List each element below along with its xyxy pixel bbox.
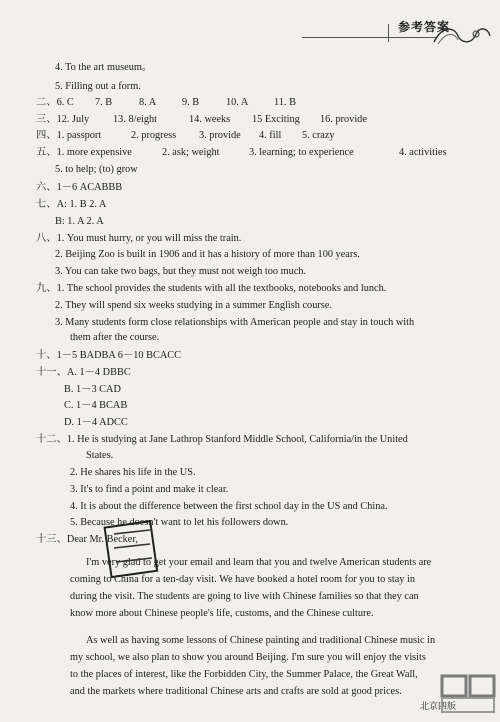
answer-text: 十一、A. 1－4 DBBC xyxy=(36,367,131,378)
answer-text: 14. weeks xyxy=(189,114,231,125)
answer-text: 4. activities xyxy=(399,147,447,158)
answer-text: to the places of interest, like the Forbidden City, the Summer Palace, the Great Wall, xyxy=(70,669,418,680)
answer-text: 5. Filling out a form. xyxy=(55,81,141,92)
watermark-logo-icon xyxy=(440,672,498,716)
answer-text: 4. To the art museum。 xyxy=(55,62,153,73)
answer-text: 四、1. passport xyxy=(36,130,102,141)
answer-text: 3. Many students form close relationships with American people and stay in touch with xyxy=(55,317,415,328)
answer-text: 2. They will spend six weeks studying in a summer English course. xyxy=(55,300,332,311)
answer-text: 九、1. The school provides the students with all the textbooks, notebooks and lunch. xyxy=(36,283,387,294)
answer-text: 2. ask; weight xyxy=(162,147,220,158)
answer-text: 16. provide xyxy=(320,114,367,125)
answer-text: 3. You can take two bags, but they must not weigh too much. xyxy=(55,266,307,277)
answer-text: 三、12. July xyxy=(36,114,90,125)
answer-text: 二、6. C xyxy=(36,97,74,108)
answer-text: 4. fill xyxy=(259,130,282,141)
answer-text: 11. B xyxy=(274,97,296,108)
header-title: 参考答案 xyxy=(398,20,451,34)
answer-text: and the markets where traditional Chinese arts and crafts are sold at good prices. xyxy=(70,686,402,697)
answer-text: 5. crazy xyxy=(302,130,335,141)
answer-text: 7. B xyxy=(95,97,113,108)
answer-text: 8. A xyxy=(139,97,157,108)
answer-text: C. 1－4 BCAB xyxy=(64,400,128,411)
answer-text: B. 1－3 CAD xyxy=(64,384,121,395)
answer-text: 2. Beijing Zoo is built in 1906 and it has a history of more than 100 years. xyxy=(55,249,360,260)
answer-text: 3. It's to find a point and make it clear. xyxy=(70,484,229,495)
answer-text: I'm very glad to get your email and learn that you and twelve American students are xyxy=(86,557,432,568)
answer-text: 2. progress xyxy=(131,130,177,141)
answer-text: 五、1. more expensive xyxy=(36,147,132,158)
answer-text: coming to China for a ten-day visit. We have booked a hotel room for you to stay in xyxy=(70,574,415,585)
answer-text: 4. It is about the difference between the first school day in the US and China. xyxy=(70,501,388,512)
answer-text: 3. provide xyxy=(199,130,241,141)
answer-text: my school, we also plan to show you around Beijing. I'm sure you will enjoy the visits xyxy=(70,652,426,663)
answer-text: 5. to help; (to) grow xyxy=(55,164,138,175)
footer-page-label: 北京四版 xyxy=(420,702,457,712)
answer-text: 2. He shares his life in the US. xyxy=(70,467,196,478)
answer-text: 10. A xyxy=(226,97,249,108)
answer-text: 六、1－6 ACABBB xyxy=(36,182,123,193)
answer-text: 七、A: 1. B 2. A xyxy=(36,199,107,210)
answer-text: 十三、Dear Mr. Becker, xyxy=(36,534,138,545)
answer-text: know more about Chinese people's life, customs, and the Chinese culture. xyxy=(70,608,374,619)
answer-text: States. xyxy=(86,450,114,461)
answer-text: As well as having some lessons of Chinese painting and traditional Chinese music in xyxy=(86,635,436,646)
answer-text: D. 1－4 ADCC xyxy=(64,417,128,428)
answer-text: 9. B xyxy=(182,97,200,108)
answer-text: during the visit. The students are going to live with Chinese families so that they can xyxy=(70,591,419,602)
answer-text: them after the course. xyxy=(70,332,160,343)
answer-text: 3. learning; to experience xyxy=(249,147,354,158)
answer-text: 5. Because he doesn't want to let his followers down. xyxy=(70,517,289,528)
stamp-seal-icon xyxy=(102,520,162,580)
answer-text: 八、1. You must hurry, or you will miss the train. xyxy=(36,233,242,244)
answer-text: 十二、1. He is studying at Jane Lathrop Stanford Middle School, California/in the United xyxy=(36,434,408,445)
answer-text: 十、1－5 BADBA 6－10 BCACC xyxy=(36,350,182,361)
answer-text: 15 Exciting xyxy=(252,114,300,125)
answer-text: 13. 8/eight xyxy=(113,114,158,125)
answer-text: B: 1. A 2. A xyxy=(55,216,104,227)
